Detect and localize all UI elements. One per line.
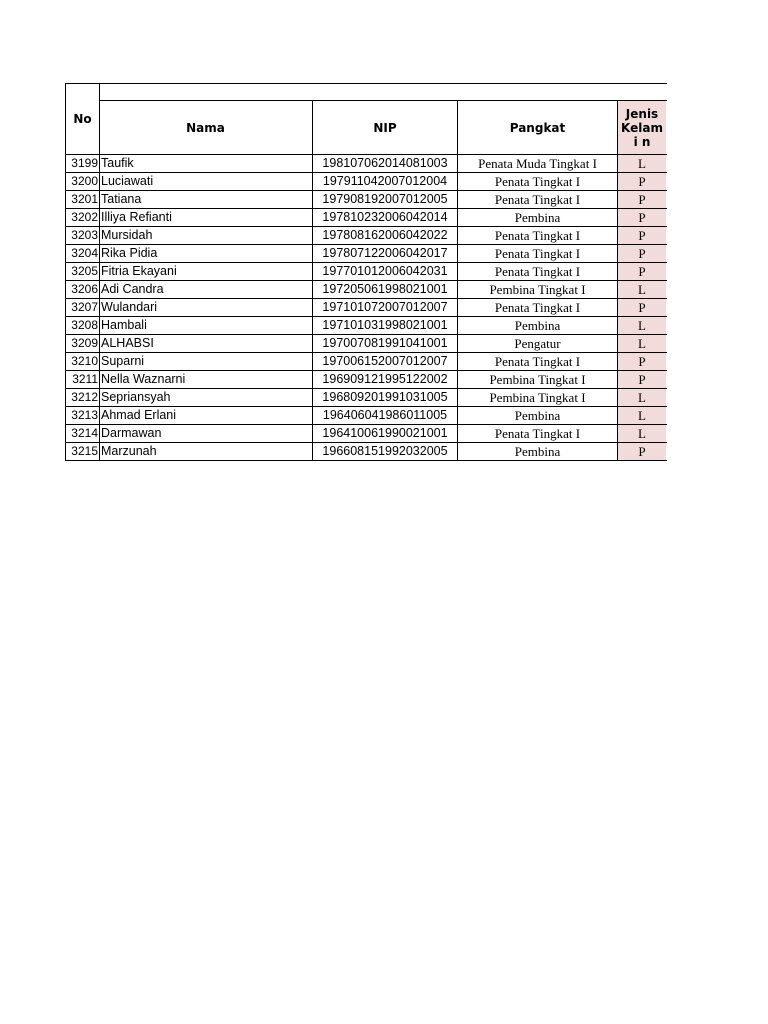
cell-pangkat: Penata Tingkat I [458, 227, 618, 244]
cell-nama: Hambali [99, 317, 313, 334]
cell-no: 3208 [65, 317, 100, 334]
cell-pangkat: Pembina [458, 443, 618, 460]
cell-pangkat: Pembina Tingkat I [458, 281, 618, 298]
table-row [65, 388, 667, 406]
cell-no: 3214 [65, 425, 100, 442]
employee-table [65, 83, 667, 461]
cell-jenis-kelamin: L [618, 335, 666, 352]
cell-nama: Rika Pidia [99, 245, 313, 262]
cell-no: 3213 [65, 407, 100, 424]
cell-nama: Adi Candra [99, 281, 313, 298]
cell-no: 3204 [65, 245, 100, 262]
table-row [65, 334, 667, 352]
table-row [65, 352, 667, 370]
cell-no: 3210 [65, 353, 100, 370]
cell-nama: Marzunah [99, 443, 313, 460]
cell-nama: Ahmad Erlani [99, 407, 313, 424]
cell-nip: 197701012006042031 [313, 263, 458, 280]
cell-nip: 197807122006042017 [313, 245, 458, 262]
cell-jenis-kelamin: L [618, 407, 666, 424]
cell-nip: 196406041986011005 [313, 407, 458, 424]
cell-nama: Taufik [99, 155, 313, 172]
cell-jenis-kelamin: P [618, 173, 666, 190]
cell-nip: 198107062014081003 [313, 155, 458, 172]
cell-nama: ALHABSI [99, 335, 313, 352]
table-row [65, 226, 667, 244]
cell-nip: 196410061990021001 [313, 425, 458, 442]
table-row [65, 406, 667, 424]
cell-nip: 197006152007012007 [313, 353, 458, 370]
header-jenis-kelamin-text: Jenis Kelami n [621, 106, 663, 149]
cell-nama: Suparni [99, 353, 313, 370]
cell-nama: Fitria Ekayani [99, 263, 313, 280]
cell-jenis-kelamin: P [618, 353, 666, 370]
cell-jenis-kelamin: L [618, 389, 666, 406]
cell-jenis-kelamin: P [618, 263, 666, 280]
cell-nama: Nella Waznarni [99, 371, 313, 388]
cell-pangkat: Pembina [458, 317, 618, 334]
cell-no: 3202 [65, 209, 100, 226]
header-merged-blank [99, 84, 667, 101]
cell-nip: 197810232006042014 [313, 209, 458, 226]
cell-nama: Wulandari [99, 299, 313, 316]
cell-pangkat: Pembina Tingkat I [458, 371, 618, 388]
cell-nama: Luciawati [99, 173, 313, 190]
cell-no: 3201 [65, 191, 100, 208]
table-row [65, 298, 667, 316]
cell-no: 3199 [65, 155, 100, 172]
cell-jenis-kelamin: P [618, 227, 666, 244]
cell-pangkat: Penata Tingkat I [458, 425, 618, 442]
table-row [65, 316, 667, 334]
cell-jenis-kelamin: L [618, 425, 666, 442]
cell-nama: Illiya Refianti [99, 209, 313, 226]
cell-no: 3200 [65, 173, 100, 190]
cell-nip: 196809201991031005 [313, 389, 458, 406]
cell-pangkat: Pembina [458, 407, 618, 424]
table-body [65, 154, 667, 461]
table-row [65, 172, 667, 190]
table-row [65, 190, 667, 208]
cell-pangkat: Pembina Tingkat I [458, 389, 618, 406]
header-no: No [65, 84, 100, 154]
cell-jenis-kelamin: P [618, 191, 666, 208]
table-row [65, 442, 667, 461]
cell-pangkat: Penata Muda Tingkat I [458, 155, 618, 172]
cell-jenis-kelamin: P [618, 245, 666, 262]
table-row [65, 154, 667, 172]
cell-pangkat: Penata Tingkat I [458, 245, 618, 262]
cell-pangkat: Penata Tingkat I [458, 263, 618, 280]
cell-pangkat: Penata Tingkat I [458, 353, 618, 370]
cell-nip: 197205061998021001 [313, 281, 458, 298]
cell-nip: 197908192007012005 [313, 191, 458, 208]
cell-no: 3207 [65, 299, 100, 316]
cell-jenis-kelamin: L [618, 281, 666, 298]
cell-jenis-kelamin: P [618, 371, 666, 388]
cell-nip: 196608151992032005 [313, 443, 458, 460]
header-nama: Nama [99, 101, 313, 154]
cell-nama: Darmawan [99, 425, 313, 442]
cell-pangkat: Pengatur [458, 335, 618, 352]
cell-nip: 197101072007012007 [313, 299, 458, 316]
cell-pangkat: Penata Tingkat I [458, 173, 618, 190]
cell-pangkat: Penata Tingkat I [458, 191, 618, 208]
header-nip: NIP [313, 101, 458, 154]
cell-no: 3215 [65, 443, 100, 460]
table-row [65, 244, 667, 262]
header-pangkat: Pangkat [458, 101, 618, 154]
cell-nip: 197101031998021001 [313, 317, 458, 334]
cell-no: 3203 [65, 227, 100, 244]
cell-no: 3206 [65, 281, 100, 298]
cell-no: 3211 [65, 371, 100, 388]
table-row [65, 208, 667, 226]
cell-nip: 196909121995122002 [313, 371, 458, 388]
cell-nip: 197911042007012004 [313, 173, 458, 190]
cell-nama: Tatiana [99, 191, 313, 208]
cell-jenis-kelamin: P [618, 443, 666, 460]
cell-jenis-kelamin: P [618, 209, 666, 226]
cell-nip: 197808162006042022 [313, 227, 458, 244]
cell-nama: Mursidah [99, 227, 313, 244]
cell-no: 3205 [65, 263, 100, 280]
cell-pangkat: Pembina [458, 209, 618, 226]
cell-nip: 197007081991041001 [313, 335, 458, 352]
table-row [65, 280, 667, 298]
header-jenis-kelamin [618, 101, 666, 154]
cell-no: 3212 [65, 389, 100, 406]
table-row [65, 424, 667, 442]
table-row [65, 370, 667, 388]
cell-pangkat: Penata Tingkat I [458, 299, 618, 316]
cell-jenis-kelamin: L [618, 155, 666, 172]
table-header [65, 83, 667, 154]
cell-jenis-kelamin: L [618, 317, 666, 334]
cell-nama: Sepriansyah [99, 389, 313, 406]
cell-no: 3209 [65, 335, 100, 352]
table-row [65, 262, 667, 280]
cell-jenis-kelamin: P [618, 299, 666, 316]
